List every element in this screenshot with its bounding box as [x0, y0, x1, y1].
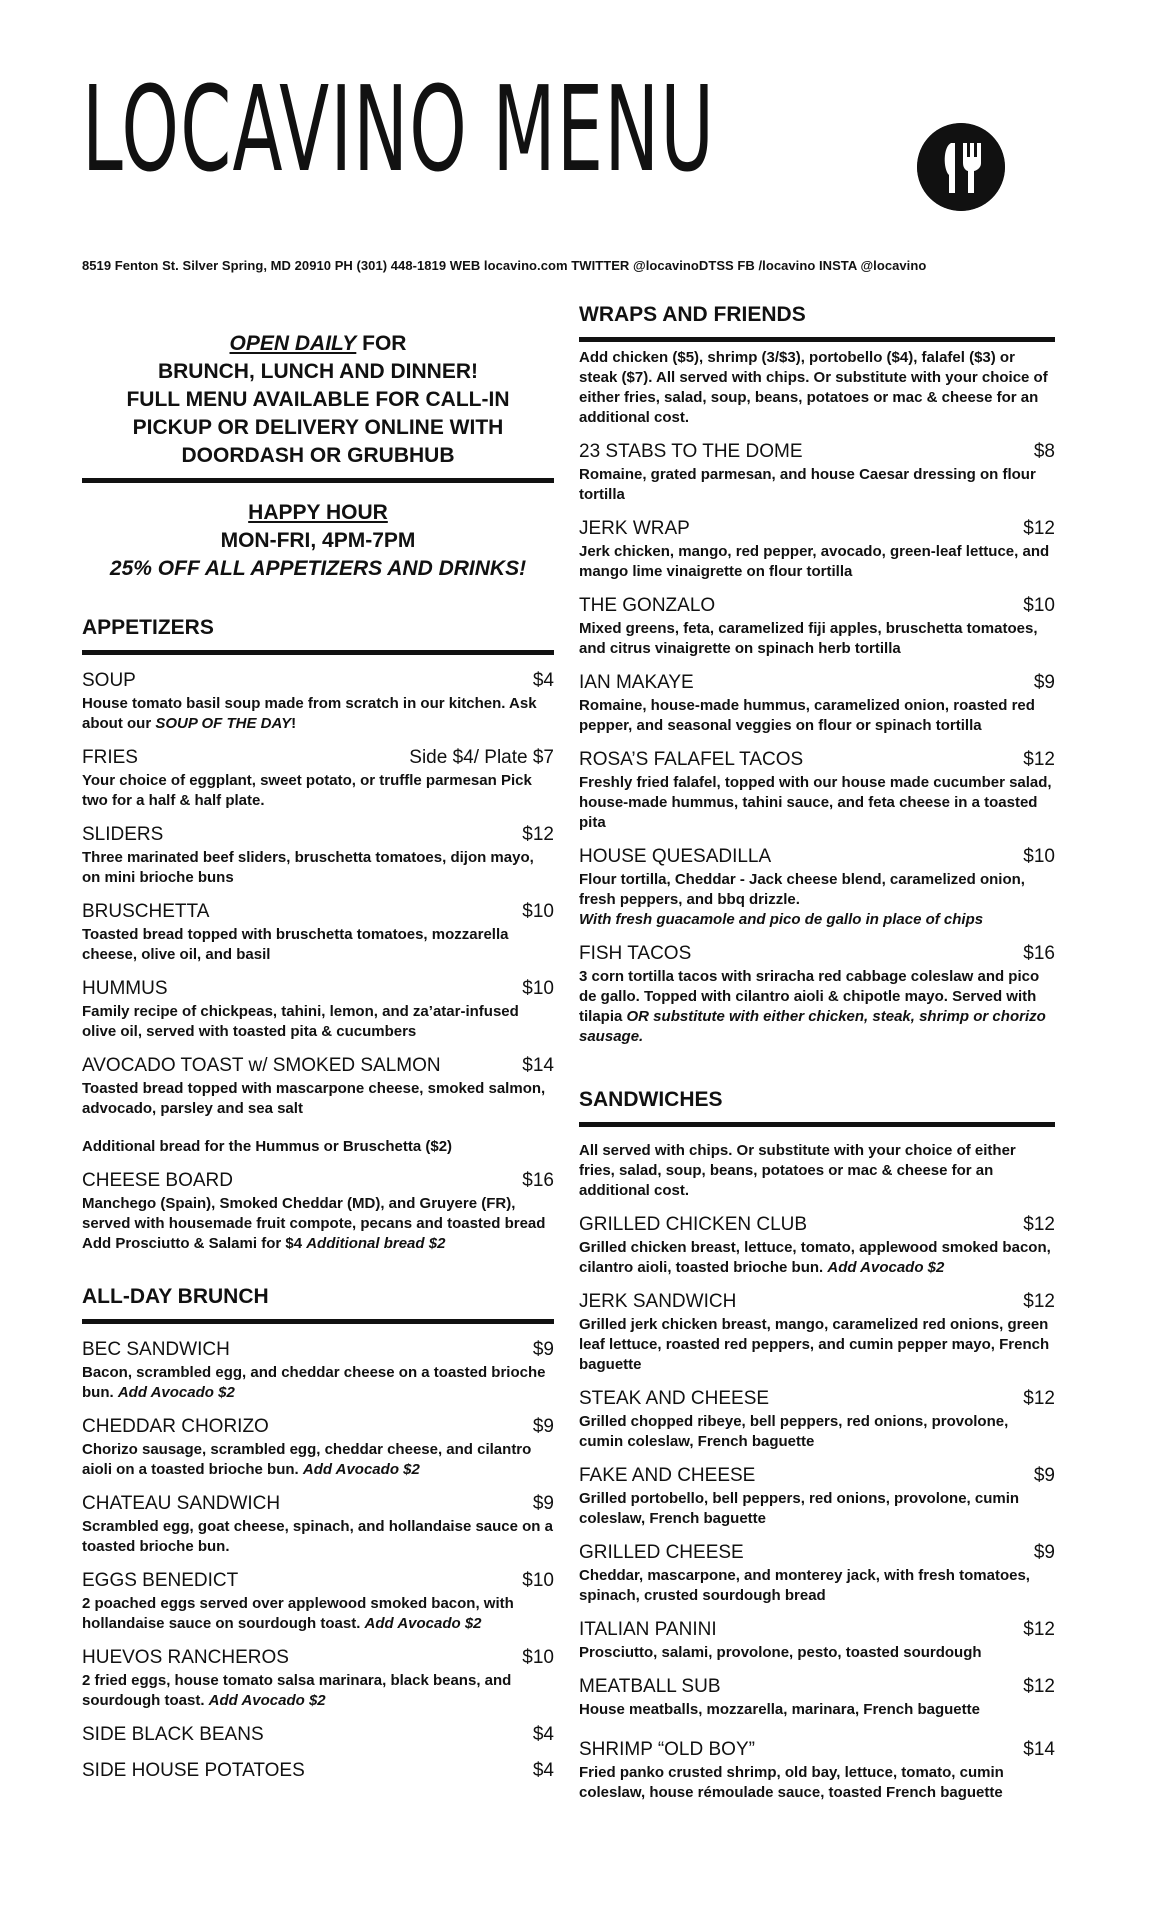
- menu-item: [82, 977, 554, 1042]
- menu-item: [579, 1213, 1055, 1278]
- item-price: $10: [522, 901, 554, 922]
- item-name: IAN MAKAYE: [579, 672, 694, 693]
- menu-item: [579, 517, 1055, 582]
- item-name: FAKE AND CHEESE: [579, 1465, 756, 1486]
- item-name: SIDE BLACK BEANS: [82, 1724, 264, 1745]
- item-name: HUMMUS: [82, 978, 168, 999]
- menu-item: [82, 823, 554, 888]
- item-price: $16: [1023, 943, 1055, 964]
- section-title: ALL-DAY BRUNCH: [82, 1285, 269, 1308]
- menu-item: [579, 594, 1055, 659]
- sandwiches-section: [579, 1087, 1055, 1803]
- item-name: CHEDDAR CHORIZO: [82, 1416, 269, 1437]
- promo-line-1: [82, 330, 554, 358]
- item-description: Fried panko crusted shrimp, old bay, lettuce, tomato, cumin coleslaw, house rémoulade sauce, toasted French baguette: [579, 1764, 1004, 1801]
- item-price: $9: [1033, 1465, 1055, 1486]
- item-description: Your choice of eggplant, sweet potato, or truffle parmesan Pick two for a half & half plate.: [82, 772, 532, 809]
- section-rule: [579, 1122, 1055, 1127]
- item-price: $12: [522, 824, 554, 845]
- item-name: JERK SANDWICH: [579, 1291, 737, 1312]
- item-price: $9: [532, 1493, 554, 1514]
- item-price: $12: [1023, 1291, 1055, 1312]
- happy-hour-title: HAPPY HOUR: [248, 501, 388, 524]
- happy-hour-days: MON-FRI, 4PM-7PM: [220, 529, 416, 552]
- item-name: JERK WRAP: [579, 518, 690, 539]
- item-name: BEC SANDWICH: [82, 1339, 230, 1360]
- section-rule: [579, 337, 1055, 342]
- item-description: Scrambled egg, goat cheese, spinach, and hollandaise sauce on a toasted brioche bun.: [82, 1518, 553, 1555]
- item-description: Mixed greens, feta, caramelized fiji apples, bruschetta tomatoes, and citrus vinaigrette on spinach herb tortilla: [579, 620, 1038, 657]
- menu-item: [82, 746, 554, 811]
- menu-item: [82, 1759, 554, 1783]
- item-name: CHEESE BOARD: [82, 1170, 233, 1191]
- item-name: HOUSE QUESADILLA: [579, 846, 772, 867]
- open-daily-text: OPEN DAILY: [229, 332, 357, 355]
- item-description: Prosciutto, salami, provolone, pesto, toasted sourdough: [579, 1644, 982, 1661]
- item-price: $4: [532, 1760, 554, 1781]
- item-name: ROSA’S FALAFEL TACOS: [579, 749, 804, 770]
- item-name: AVOCADO TOAST w/ SMOKED SALMON: [82, 1055, 441, 1076]
- item-price: $12: [1023, 1676, 1055, 1697]
- divider: [82, 478, 554, 483]
- item-description: Family recipe of chickpeas, tahini, lemon, and za’atar-infused olive oil, served with toasted pita & cucumbers: [82, 1003, 519, 1040]
- section-title: WRAPS AND FRIENDS: [579, 303, 806, 326]
- item-price: $9: [532, 1416, 554, 1437]
- wraps-section: [579, 302, 1055, 1047]
- item-description: Cheddar, mascarpone, and monterey jack, with fresh tomatoes, spinach, crusted sourdough bread: [579, 1567, 1030, 1604]
- menu-item: [82, 1338, 554, 1403]
- item-name: THE GONZALO: [579, 595, 716, 616]
- promo-line-5: DOORDASH OR GRUBHUB: [181, 444, 455, 467]
- item-description: House meatballs, mozzarella, marinara, French baguette: [579, 1701, 980, 1718]
- menu-title: LOCAVINO MENU: [82, 60, 716, 198]
- item-name: HUEVOS RANCHEROS: [82, 1647, 289, 1668]
- item-description: Freshly fried falafel, topped with our house made cucumber salad, house-made hummus, tahini sauce, and feta cheese in a toasted pita: [579, 774, 1052, 831]
- menu-item: [82, 1492, 554, 1557]
- menu-item: [579, 671, 1055, 736]
- promo-line-3: FULL MENU AVAILABLE FOR CALL-IN: [126, 388, 510, 411]
- item-name: SHRIMP “OLD BOY”: [579, 1739, 755, 1760]
- item-description: 3 corn tortilla tacos with sriracha red cabbage coleslaw and pico de gallo. Topped with cilantro aioli & chipotle mayo. Served with tilapia OR substitute with either chicken, steak, shrimp or chorizo sausage.: [579, 968, 1046, 1045]
- menu-item: [82, 900, 554, 965]
- item-price: $12: [1023, 1388, 1055, 1409]
- item-price: $12: [1023, 1619, 1055, 1640]
- item-price: $10: [522, 1570, 554, 1591]
- item-price: Side $4/ Plate $7: [409, 747, 554, 768]
- item-name: MEATBALL SUB: [579, 1676, 721, 1697]
- item-description: Toasted bread topped with bruschetta tomatoes, mozzarella cheese, olive oil, and basil: [82, 926, 509, 963]
- appetizers-section: [82, 615, 554, 1254]
- item-description: Romaine, grated parmesan, and house Caesar dressing on flour tortilla: [579, 466, 1036, 503]
- utensils-logo-icon: [917, 123, 1005, 211]
- item-name: GRILLED CHICKEN CLUB: [579, 1214, 808, 1235]
- menu-item: [579, 1464, 1055, 1529]
- menu-item: [82, 669, 554, 734]
- item-price: $10: [522, 1647, 554, 1668]
- item-price: $10: [1023, 846, 1055, 867]
- item-name: SLIDERS: [82, 824, 164, 845]
- for-text: FOR: [356, 332, 407, 355]
- item-price: $16: [522, 1170, 554, 1191]
- item-price: $4: [532, 670, 554, 691]
- menu-item: [579, 845, 1055, 930]
- menu-item: [82, 1723, 554, 1747]
- menu-item: [579, 942, 1055, 1047]
- item-description: Grilled portobello, bell peppers, red onions, provolone, cumin coleslaw, French baguette: [579, 1490, 1020, 1527]
- happy-hour-block: [82, 499, 554, 583]
- promo-line-2: BRUNCH, LUNCH AND DINNER!: [157, 360, 479, 383]
- item-price: $10: [1023, 595, 1055, 616]
- menu-item: [579, 748, 1055, 833]
- brunch-section: [82, 1284, 554, 1783]
- item-description: Grilled chopped ribeye, bell peppers, red onions, provolone, cumin coleslaw, French baguette: [579, 1413, 1009, 1450]
- menu-item: [579, 440, 1055, 505]
- item-name: ITALIAN PANINI: [579, 1619, 717, 1640]
- item-name: SOUP: [82, 670, 136, 691]
- item-description: Bacon, scrambled egg, and cheddar cheese on a toasted brioche bun. Add Avocado $2: [82, 1364, 546, 1401]
- contact-line: 8519 Fenton St. Silver Spring, MD 20910 PH (301) 448-1819 WEB locavino.com TWITTER @locavinoDTSS FB /locavino INSTA @locavino: [82, 258, 927, 273]
- item-name: STEAK AND CHEESE: [579, 1388, 770, 1409]
- menu-item: [579, 1618, 1055, 1663]
- menu-item: [579, 1738, 1055, 1803]
- item-description: Flour tortilla, Cheddar - Jack cheese blend, caramelized onion, fresh peppers, and bbq drizzle. With fresh guacamole and pico de gallo in place of chips: [579, 871, 1025, 928]
- item-description: Toasted bread topped with mascarpone cheese, smoked salmon, advocado, parsley and sea salt: [82, 1080, 546, 1117]
- item-price: $9: [1033, 1542, 1055, 1563]
- item-description: Grilled jerk chicken breast, mango, caramelized red onions, green leaf lettuce, roasted red peppers, and cumin pepper mayo, French baguette: [579, 1316, 1050, 1373]
- item-price: $12: [1023, 518, 1055, 539]
- item-name: BRUSCHETTA: [82, 901, 210, 922]
- section-rule: [82, 1319, 554, 1324]
- item-description: Romaine, house-made hummus, caramelized onion, roasted red pepper, and seasonal veggies on flour or spinach tortilla: [579, 697, 1035, 734]
- item-name: 23 STABS TO THE DOME: [579, 441, 803, 462]
- item-description: Grilled chicken breast, lettuce, tomato, applewood smoked bacon, cilantro aioli, toasted brioche bun. Add Avocado $2: [579, 1239, 1051, 1276]
- item-name: GRILLED CHEESE: [579, 1542, 744, 1563]
- menu-item: [579, 1387, 1055, 1452]
- section-intro: Add chicken ($5), shrimp (3/$3), portobello ($4), falafel ($3) or steak ($7). All served with chips. Or substitute with your choice of either fries, salad, soup, beans, potatoes or mac & cheese for an additional cost.: [579, 349, 1048, 426]
- item-price: $9: [1033, 672, 1055, 693]
- item-price: $8: [1033, 441, 1055, 462]
- item-price: $12: [1023, 749, 1055, 770]
- menu-item: [579, 1541, 1055, 1606]
- item-description: 2 fried eggs, house tomato salsa marinara, black beans, and sourdough toast. Add Avocado $2: [82, 1672, 512, 1709]
- menu-item: [579, 1675, 1055, 1720]
- item-description: House tomato basil soup made from scratch in our kitchen. Ask about our SOUP OF THE DAY!: [82, 695, 537, 732]
- item-price: $9: [532, 1339, 554, 1360]
- promo-block: [82, 330, 554, 470]
- menu-item: [579, 1290, 1055, 1375]
- menu-item: [82, 1415, 554, 1480]
- item-price: $14: [1023, 1739, 1055, 1760]
- bread-note: Additional bread for the Hummus or Bruschetta ($2): [82, 1138, 453, 1155]
- right-column: [579, 302, 1055, 1803]
- menu-item: [82, 1646, 554, 1711]
- section-title: SANDWICHES: [579, 1088, 723, 1111]
- item-name: FISH TACOS: [579, 943, 692, 964]
- item-description: Chorizo sausage, scrambled egg, cheddar cheese, and cilantro aioli on a toasted brioche bun. Add Avocado $2: [82, 1441, 532, 1478]
- item-price: $4: [532, 1724, 554, 1745]
- item-description: 2 poached eggs served over applewood smoked bacon, with hollandaise sauce on sourdough toast. Add Avocado $2: [82, 1595, 514, 1632]
- promo-line-4: PICKUP OR DELIVERY ONLINE WITH: [132, 416, 504, 439]
- section-rule: [82, 650, 554, 655]
- item-price: $10: [522, 978, 554, 999]
- menu-item: [82, 1569, 554, 1634]
- item-name: EGGS BENEDICT: [82, 1570, 239, 1591]
- item-price: $14: [522, 1055, 554, 1076]
- menu-item: [82, 1054, 554, 1119]
- section-intro: All served with chips. Or substitute with your choice of either fries, salad, soup, beans, potatoes or mac & cheese for an additional cost.: [579, 1142, 1016, 1199]
- item-name: CHATEAU SANDWICH: [82, 1493, 281, 1514]
- menu-item: [82, 1169, 554, 1254]
- section-title: APPETIZERS: [82, 616, 214, 639]
- left-column: [82, 330, 554, 1783]
- item-description: Manchego (Spain), Smoked Cheddar (MD), and Gruyere (FR), served with housemade fruit compote, pecans and toasted bread Add Prosciutto & Salami for $4 Additional bread $2: [82, 1195, 546, 1252]
- happy-hour-offer: 25% OFF ALL APPETIZERS AND DRINKS!: [109, 557, 527, 580]
- item-price: $12: [1023, 1214, 1055, 1235]
- item-description: Three marinated beef sliders, bruschetta tomatoes, dijon mayo, on mini brioche buns: [82, 849, 534, 886]
- item-description: Jerk chicken, mango, red pepper, avocado, green-leaf lettuce, and mango lime vinaigrette on flour tortilla: [579, 543, 1050, 580]
- item-name: SIDE HOUSE POTATOES: [82, 1760, 305, 1781]
- item-name: FRIES: [82, 747, 138, 768]
